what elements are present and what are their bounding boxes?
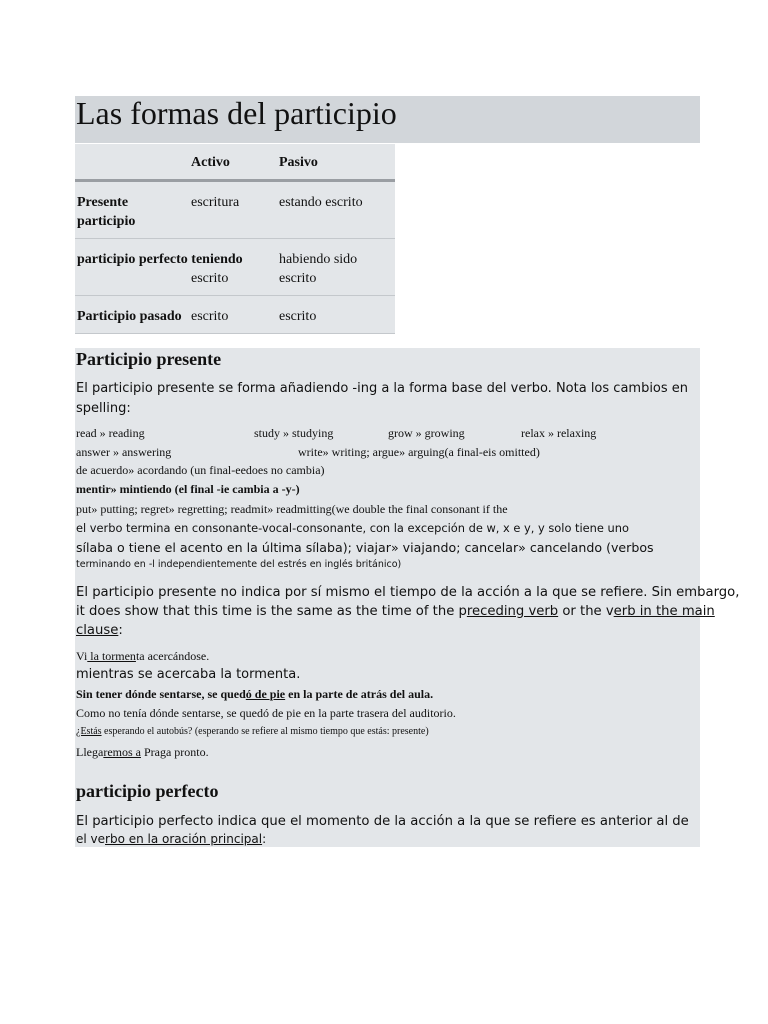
text-run-underlined: la tormen [87,649,136,663]
table-header-row [75,144,395,180]
spelling-rule: el verbo termina en consonante-vocal-consonante, con la excepción de w, x e y, y solo tiene uno [76,521,629,535]
spelling-rule: sílaba o tiene el acento en la última sílaba); viajar» viajando; cancelar» cancelando (verbos [76,540,654,555]
text-run-underlined: rbo en la oración principal [105,832,263,846]
text-run-underlined: clause [76,623,119,638]
text-run: el ve [76,832,106,846]
example-item: answer » answering [76,445,172,459]
perfecto-paragraph-line: El participio perfecto indica que el momento de la acción a la que se refiere es anterior al de [76,814,689,829]
cell-activo-bold: teniendo [191,252,243,267]
example-sentence [76,686,433,702]
text-run: : [262,832,267,846]
text-run-underlined: erb in the main [613,604,715,619]
example-item: relax » relaxing [521,426,597,440]
participle-table [75,144,395,334]
text-run: Llega [76,745,104,759]
row-label: Participio pasado [77,309,182,324]
text-run-underlined: receding verb [466,604,559,619]
spelling-rule: terminando en -l independientemente del estrés en inglés británico) [76,559,402,570]
cell-activo: escrito [191,271,229,286]
presente-intro: El participio presente se forma añadiendo -ing a la forma base del verbo. Nota los cambios en spelling: [76,381,689,416]
example-item: grow » growing [388,426,465,440]
text-run: : [118,623,123,638]
row-label: Presente participio [77,195,136,229]
example-sentence [76,648,209,664]
text-run: or the v [558,604,614,619]
text-run: Praga pronto. [140,745,209,759]
example-sentence: mientras se acercaba la tormenta. [76,667,301,682]
section-heading-perfecto: participio perfecto [76,781,219,801]
text-run-underlined: remos a [103,745,141,759]
spelling-rule: mentir» mintiendo (el final -ie cambia a -y-) [76,482,300,496]
cell-pasivo: habiendo sido escrito [279,252,358,286]
example-sentence [76,744,209,760]
cell-activo: escritura [191,195,240,210]
example-item: write» writing; argue» arguing(a final-eis omitted) [298,445,540,459]
cell-pasivo: estando escrito [279,195,363,210]
cell-pasivo: escrito [279,309,317,324]
text-run: Vi [76,649,88,663]
table-bottom-border [75,333,395,334]
table-row [75,239,395,295]
presente-paragraph-line [76,621,123,640]
spelling-rule: de acuerdo» acordando (un final-eedoes no cambia) [76,463,325,477]
text-run: it does show that this time is the same as the time of the p [76,604,467,619]
cell-activo: escrito [191,309,229,324]
text-run-underlined: ¿Estás [76,726,102,737]
section-heading-presente: Participio presente [76,349,222,369]
text-run: en la parte de atrás del aula. [285,687,434,701]
presente-paragraph-line: El participio presente no indica por sí mismo el tiempo de la acción a la que se refiere. Sin embargo, [76,585,740,600]
table-row [75,182,395,238]
page-title: Las formas del participio [76,95,397,131]
header-activo: Activo [191,155,230,170]
example-sentence: Como no tenía dónde sentarse, se quedó de pie en la parte trasera del auditorio. [76,706,456,720]
text-run-underlined: ó de pie [245,687,286,701]
example-item: read » reading [76,426,145,440]
spelling-rule: put» putting; regret» regretting; readmit» readmitting(we double the final consonant if the [76,502,508,516]
row-label: participio perfecto [77,252,188,267]
text-run: ta acercándose. [135,649,210,663]
text-run: esperando el autobús? (esperando se refiere al mismo tiempo que estás: presente) [101,726,429,737]
example-item: study » studying [254,426,334,440]
text-run: Sin tener dónde sentarse, se qued [76,687,246,701]
header-pasivo: Pasivo [279,155,318,170]
presente-paragraph-line [76,602,715,621]
table-row [75,296,395,334]
perfecto-paragraph-line [76,831,266,848]
example-sentence [76,725,429,739]
